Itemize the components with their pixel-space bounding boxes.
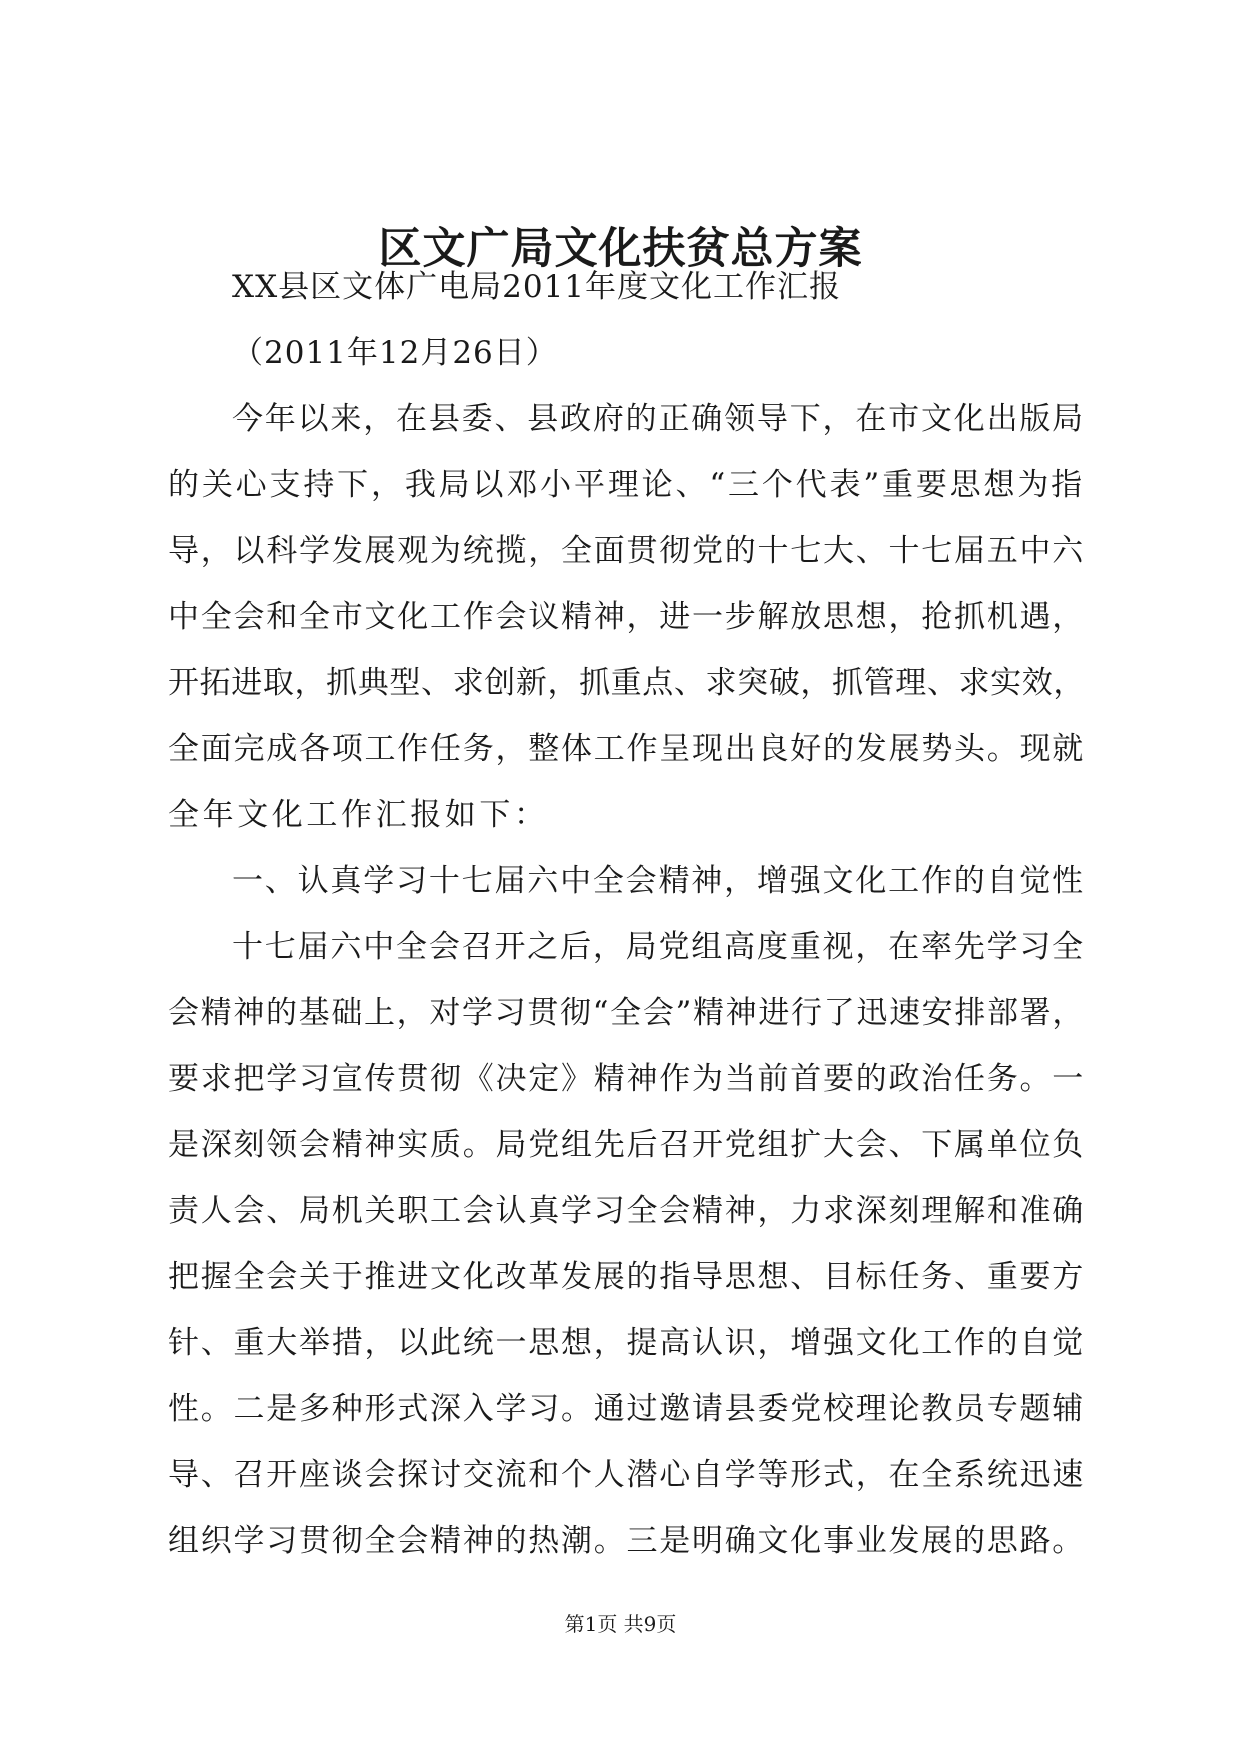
document-title: 区文广局文化扶贫总方案 [378, 224, 863, 274]
section-heading: 一、认真学习十七届六中全会精神，增强文化工作的自觉性 [232, 863, 1085, 899]
body-line: 责人会、局机关职工会认真学习全会精神，力求深刻理解和准确 [168, 1193, 1085, 1229]
body-line: 中全会和全市文化工作会议精神，进一步解放思想，抢抓机遇， [168, 599, 1085, 635]
body-line: 导、召开座谈会探讨交流和个人潜心自学等形式，在全系统迅速 [168, 1457, 1085, 1493]
body-line: 今年以来，在县委、县政府的正确领导下，在市文化出版局 [232, 401, 1085, 437]
body-line: 是深刻领会精神实质。局党组先后召开党组扩大会、下属单位负 [168, 1127, 1085, 1163]
body-line: 要求把学习宣传贯彻《决定》精神作为当前首要的政治任务。一 [168, 1061, 1085, 1097]
body-line: 针、重大举措，以此统一思想，提高认识，增强文化工作的自觉 [168, 1325, 1085, 1361]
body-line: 组织学习贯彻全会精神的热潮。三是明确文化事业发展的思路。 [168, 1523, 1085, 1559]
document-subtitle: XX县区文体广电局2011年度文化工作汇报 [232, 269, 842, 305]
page-number-footer: 第1页 共9页 [564, 1612, 677, 1636]
body-line: 十七届六中全会召开之后，局党组高度重视，在率先学习全 [232, 929, 1085, 965]
body-line: 会精神的基础上，对学习贯彻“全会”精神进行了迅速安排部署， [168, 995, 1085, 1031]
body-line: 把握全会关于推进文化改革发展的指导思想、目标任务、重要方 [168, 1259, 1085, 1295]
body-line: 全面完成各项工作任务，整体工作呈现出良好的发展势头。现就 [168, 731, 1085, 767]
body-line: 导，以科学发展观为统揽，全面贯彻党的十七大、十七届五中六 [168, 533, 1085, 569]
document-date: （2011年12月26日） [232, 335, 558, 371]
body-line: 全年文化工作汇报如下： [168, 797, 549, 833]
body-line: 性。二是多种形式深入学习。通过邀请县委党校理论教员专题辅 [168, 1391, 1085, 1427]
body-line: 开拓进取，抓典型、求创新，抓重点、求突破，抓管理、求实效， [168, 665, 1085, 701]
body-line: 的关心支持下，我局以邓小平理论、“三个代表”重要思想为指 [168, 467, 1085, 503]
